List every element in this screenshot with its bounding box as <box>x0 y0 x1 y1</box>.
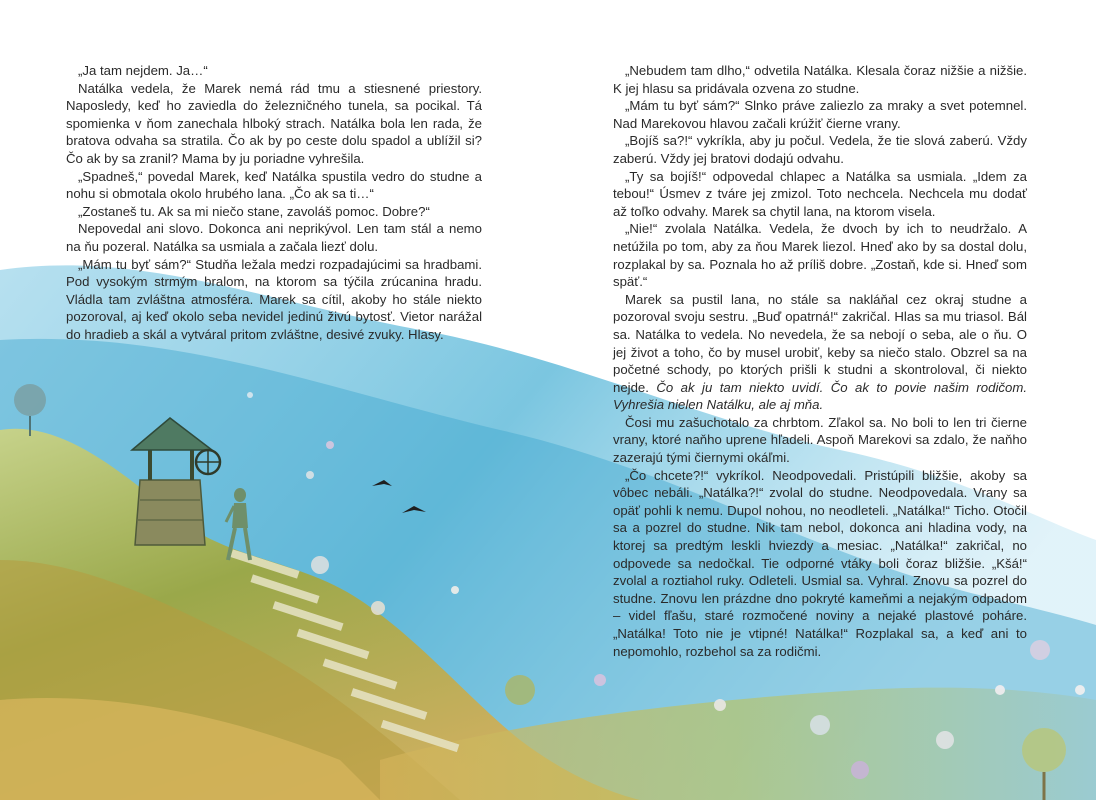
paragraph: „Nie!“ zvolala Natálka. Vedela, že dvoch by ich to neudržalo. A netúžila po tom, aby za ňou Marek liezol. Hneď ako by sa dostal dolu, rozplakal by sa. Poznala ho až príliš dobre. „Zostaň, kde si. Hneď som späť.“ <box>613 221 1027 290</box>
paragraph: Natálka vedela, že Marek nemá rád tmu a stiesnené priestory. Naposledy, keď ho zaviedla do železničného tunela, sa pocikal. Tá spomienka v ňom zanechala hlboký strach. Natálka bola len rada, že bratova odvaha sa stratila. Čo ak by po ceste dolu spadol a ublížil si? Čo ak by sa zranil? Mama by ju poriadne vyhrešila. <box>66 80 482 166</box>
paragraph <box>613 291 1027 414</box>
paragraph: „Ty sa bojíš!“ odpovedal chlapec a Natálka sa usmiala. „Idem za tebou!“ Úsmev z tváre jej zmizol. Toto nechcela. Nechcela mu dodať až toľko odvahy. Marek sa chytil lana, na ktorom visela. <box>613 168 1027 219</box>
left-page-text <box>66 62 482 344</box>
paragraph: „Nebudem tam dlho,“ odvetila Natálka. Klesala čoraz nižšie a nižšie. K jej hlasu sa pridávala ozvena zo studne. <box>613 63 1027 96</box>
paragraph: „Spadneš,“ povedal Marek, keď Natálka spustila vedro do studne a nohu si obmotala okolo hrubého lana. „Čo ak sa ti…“ <box>66 168 482 202</box>
paragraph: „Zostaneš tu. Ak sa mi niečo stane, zavoláš pomoc. Dobre?“ <box>78 203 430 219</box>
paragraph-text: Marek sa pustil lana, no stále sa nakláňal cez okraj studne a pozoroval svoju sestru. „Buď opatrná!“ zakričal. Hlas sa mu triasol. Bál sa. Natálka to vedela. No nevedela, že sa nebojí o seba, ale o ňu. O jej život a toho, čo by musel urobiť, keby sa niečo stalo. Obzrel sa na početné schody, po ktorých prišli k studni a skontroloval, či niekto nejde. <box>613 291 1027 395</box>
paragraph: „Bojíš sa?!“ vykríkla, aby ju počul. Vedela, že tie slová zaberú. Vždy zaberú. Vždy jej bratovi dodajú odvahu. <box>613 133 1027 166</box>
paragraph: Čosi mu zašuchotalo za chrbtom. Zľakol sa. No boli to len tri čierne vrany, ktoré naňho uprene hľadeli. Aspoň Marekovi sa zdalo, že naňho zazerajú tými čiernymi okáľmi. <box>613 414 1027 466</box>
right-page-text <box>613 62 1027 660</box>
paragraph: „Mám tu byť sám?“ Studňa ležala medzi rozpadajúcimi sa hradbami. Pod vysokým strmým bralom, na ktorom sa týčila zrúcanina hradu. Vládla tam zvláštna atmosféra. Marek sa cítil, akoby ho stále niekto pozoroval, aj keď okolo seba nevidel jedinú živú bytosť. Vietor narážal do hradieb a skál a vytváral pritom zvláštne, desivé zvuky. Hlasy. <box>66 256 482 342</box>
paragraph: Nepovedal ani slovo. Dokonca ani neprikývol. Len tam stál a nemo na ňu pozeral. Natálka sa usmiala a začala liezť dolu. <box>66 221 482 254</box>
italic-thought: Čo ak ju tam niekto uvidí. Čo ak to povie našim rodičom. Vyhrešia nielen Natálku, ale aj mňa. <box>613 379 1027 413</box>
paragraph: „Mám tu byť sám?“ Slnko práve zaliezlo za mraky a svet potemnel. Nad Marekovou hlavou začali krúžiť čierne vrany. <box>613 98 1027 131</box>
paragraph: „Ja tam nejdem. Ja…“ <box>78 63 208 78</box>
paragraph: „Čo chcete?!“ vykríkol. Neodpovedali. Pristúpili bližšie, akoby sa vôbec nebáli. „Natálka?!“ zvolal do studne. Neodpovedala. Vrany sa opäť pohli k nemu. Dupol nohou, no neodleteli. „Natálka!“ Ticho. Otočil sa a pozrel do studne. Nik tam nebol, dokonca ani hladina vody, na ktorej sa predtým leskli hviezdy a mesiac. „Natálka!“ zakričal, no odpovede sa nedočkal. Tie odporné vtáky boli čoraz bližšie. „Kšá!“ zvolal a roztiahol ruky. Odleteli. Usmial sa. Vyhral. Znovu sa pozrel do studne. Znovu len prázdne dno pokryté kameňmi a nejakým odpadom – videl fľašu, staré rozmočené noviny a nejaké plastové poháre. „Natálka! Toto nie je vtipné! Natálka!“ Rozplakal sa, a keď ani to nepomohlo, rozbehol sa za rodičmi. <box>613 467 1027 659</box>
